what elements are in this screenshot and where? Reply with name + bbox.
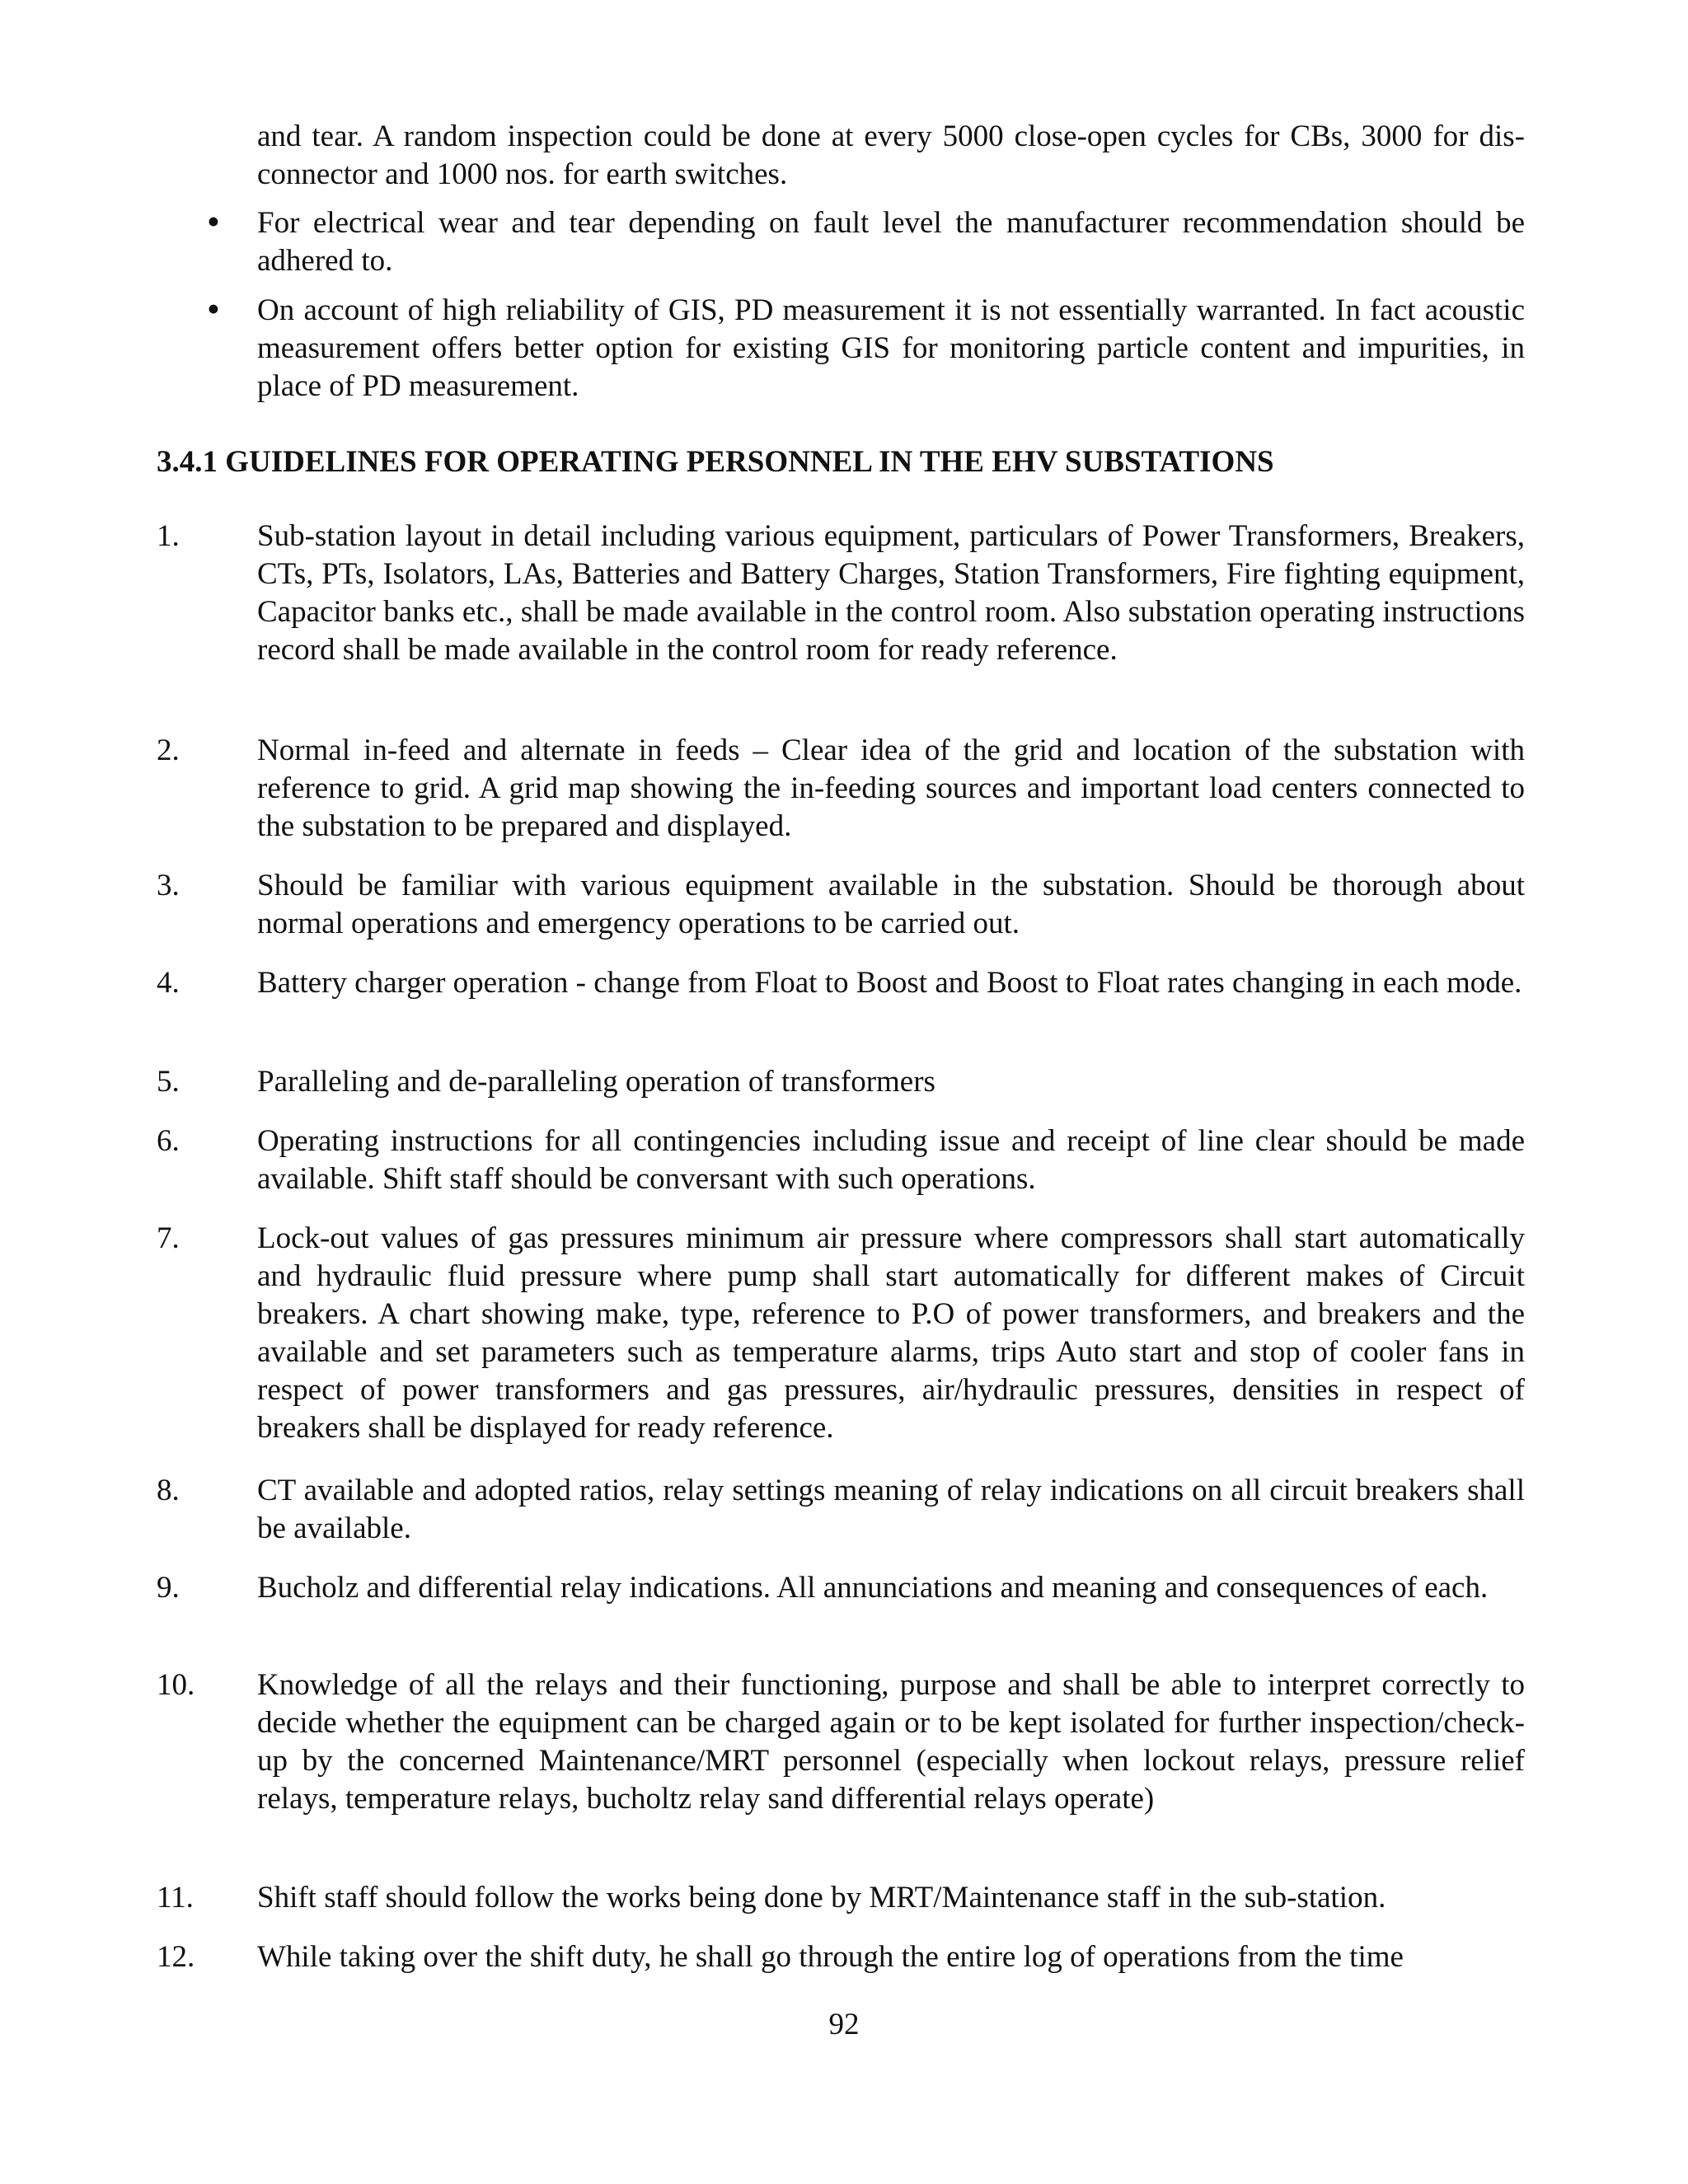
list-item-text: Lock-out values of gas pressures minimum air pressure where compressors shall start automatically and hydraulic fluid pressure where pump shall start automatically for different makes of Circuit breakers. A chart showing make, type, reference to P.O of power transformers, and breakers and the available and set parameters such as temperature alarms, trips Auto start and stop of cooler fans in respect of power transformers and gas pressures, air/hydraulic pressures, densities in respect of breakers shall be displayed for ready reference.	[257, 1221, 1525, 1445]
continuation-paragraph: and tear. A random inspection could be done at every 5000 close-open cycles for CBs, 3000 for dis-connector and 1000 nos. for earth switches.	[257, 120, 1525, 191]
list-item-number: 11.	[157, 1881, 194, 1915]
list-item-text: CT available and adopted ratios, relay settings meaning of relay indications on all circuit breakers shall be available.	[257, 1474, 1525, 1545]
list-item-number: 10.	[157, 1668, 195, 1702]
page-number: 92	[828, 2008, 860, 2041]
list-item-number: 5.	[157, 1065, 180, 1099]
list-item-text: Should be familiar with various equipment available in the substation. Should be thorough about normal operations and emergency operations to be carried out.	[257, 869, 1525, 940]
list-item-number: 7.	[157, 1221, 180, 1255]
list-item-number: 8.	[157, 1474, 180, 1507]
list-item-number: 1.	[157, 519, 180, 553]
bullet-text: For electrical wear and tear depending on fault level the manufacturer recommendation should be adhered to.	[257, 206, 1525, 278]
list-item-text: While taking over the shift duty, he shall go through the entire log of operations from the time	[257, 1940, 1404, 1974]
section-heading: 3.4.1 GUIDELINES FOR OPERATING PERSONNEL IN THE EHV SUBSTATIONS	[157, 445, 1274, 479]
list-item-number: 4.	[157, 966, 180, 1000]
list-item-text: Sub-station layout in detail including various equipment, particulars of Power Transformers, Breakers, CTs, PTs, Isolators, LAs, Batteries and Battery Charges, Station Transformers, Fire fighting equipment, Capacitor banks etc., shall be made available in the control room. Also substation operating instructions record shall be made available in the control room for ready reference.	[257, 519, 1525, 667]
list-item-text: Bucholz and differential relay indications. All annunciations and meaning and consequences of each.	[257, 1571, 1489, 1605]
list-item-number: 6.	[157, 1124, 180, 1158]
list-item-text: Knowledge of all the relays and their functioning, purpose and shall be able to interpret correctly to decide whether the equipment can be charged again or to be kept isolated for further inspection/check-up by the concerned Maintenance/MRT personnel (especially when lockout relays, pressure relief relays, temperature relays, bucholtz relay sand differential relays operate)	[257, 1668, 1525, 1816]
list-item-text: Shift staff should follow the works being done by MRT/Maintenance staff in the sub-station.	[257, 1881, 1386, 1915]
list-item-text: Normal in-feed and alternate in feeds – Clear idea of the grid and location of the substation with reference to grid. A grid map showing the in-feeding sources and important load centers connected to the substation to be prepared and displayed.	[257, 733, 1525, 843]
list-item-text: Operating instructions for all contingencies including issue and receipt of line clear should be made available. Shift staff should be conversant with such operations.	[257, 1124, 1525, 1196]
list-item-number: 12.	[157, 1940, 195, 1974]
list-item-number: 9.	[157, 1571, 180, 1605]
bullet-icon: •	[204, 293, 223, 328]
list-item-number: 2.	[157, 733, 180, 767]
list-item-number: 3.	[157, 869, 180, 902]
bullet-icon: •	[204, 205, 223, 241]
list-item-text: Battery charger operation - change from Float to Boost and Boost to Float rates changing in each mode.	[257, 966, 1522, 1000]
list-item-text: Paralleling and de-paralleling operation of transformers	[257, 1065, 935, 1099]
bullet-text: On account of high reliability of GIS, PD measurement it is not essentially warranted. In fact acoustic measurement offers better option for existing GIS for monitoring particle content and impurities, in place of PD measurement.	[257, 293, 1525, 403]
